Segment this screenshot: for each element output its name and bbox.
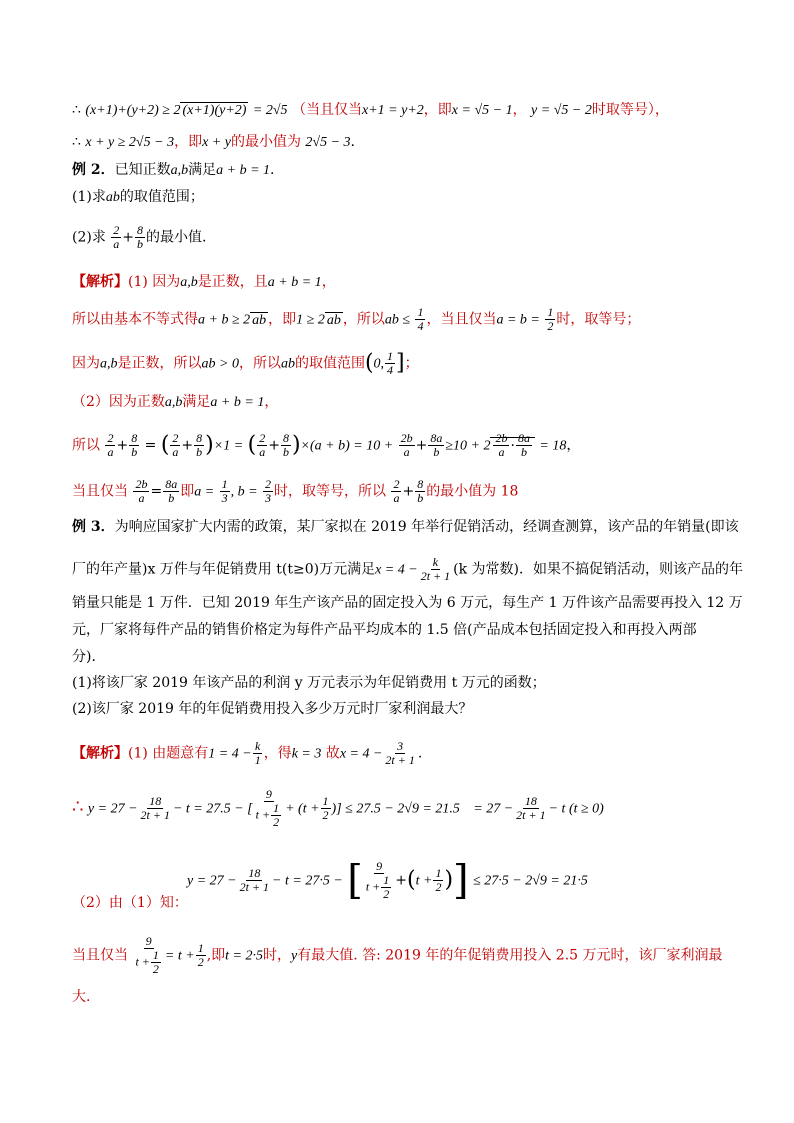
right-paren: ) [444,867,454,893]
left-paren: ( [407,867,416,893]
text: . [270,162,275,178]
fraction [129,432,139,459]
denominator: 3 [265,491,271,505]
numerator: k [432,555,439,569]
denominator: 2 [435,880,442,894]
text: (1) 因为 [128,274,181,290]
math-expression: ≤ 27·5 − 2√9 = 21·5 [473,873,588,889]
math-expression: ab ≤ [384,312,411,328]
math-expression: a = b = [496,312,540,328]
condition-text: 时取等号）， [591,102,669,118]
numerator: 1 [152,948,159,962]
text: ，所以 [238,355,281,372]
math-expression: x = √5 − 1 [451,103,513,118]
denominator: b [417,491,424,505]
therefore-symbol: ∴ [72,134,81,150]
math-expression: ×(a + b) = 10 + [300,438,394,454]
fraction [428,432,444,459]
math-expression: y = 27 − [187,873,237,889]
fraction [419,556,452,583]
left-bracket: [ [347,857,363,904]
fraction [514,795,547,822]
text: (1) 由题意有 [128,745,209,762]
text: ，所以 [342,311,385,328]
numerator: 9 [376,859,383,873]
operator: + [116,437,129,454]
math-expression: x + y [202,135,231,150]
numerator: k [255,739,261,753]
denominator [133,949,163,976]
denominator: 2t + 1 [239,880,270,894]
therefore-symbol: ∴ [72,796,84,818]
fraction [163,478,179,505]
text: ，得 [263,745,292,762]
fraction [415,478,425,505]
fraction [105,432,115,459]
math-expression: 0, [373,356,385,372]
text: 所以 [72,437,100,454]
solution-line-1 [72,272,734,293]
math-expression: = 18 [539,438,567,454]
denominator: 4 [387,363,394,377]
text: 分)． [72,649,106,665]
derivation-line-1 [72,100,734,121]
fraction [263,478,273,505]
right-bracket: ] [453,857,469,904]
numerator: 3 [397,739,404,753]
numerator: 9 [265,787,272,801]
numerator: 1 [221,477,228,491]
text: 厂的年产量)x 万件与年促销费用 t(t≥0)万元满足 [72,561,376,578]
text: . [350,134,355,150]
denominator: 1 [254,753,261,767]
sqrt-expression [490,431,534,459]
operator: · [510,437,515,454]
example-label: 例 2． [72,162,115,178]
denominator: 4 [417,319,424,333]
text: 是正数，且 [197,274,268,290]
text: 是正数，所以 [117,355,202,372]
sqrt-expression: ab [252,312,267,328]
denominator: 2 [383,887,390,901]
sqrt-expression: (x+1)(y+2) [182,103,247,118]
numerator: 2 [172,431,179,445]
fraction [516,432,532,459]
operator: + [181,437,194,454]
left-paren: ( [160,432,170,458]
condition-text: ，即 [423,102,452,118]
math-expression: a + b = 1 [216,163,271,178]
numerator: 2 [259,431,266,445]
solution-3-line-5 [72,935,734,976]
fraction [170,432,180,459]
denominator: a [259,445,266,459]
example-3-line-2 [72,555,743,583]
text: 的最小值为 18 [426,483,519,500]
math-expression: ab > 0 [201,356,239,372]
numerator: 9 [145,934,152,948]
derivation-line-2 [72,132,734,153]
operator: + [122,229,135,246]
text: 故 [325,745,340,762]
text: 有最大值. 答: 2019 年的年促销费用投入 2.5 万元时，该厂家利润最 [297,947,723,964]
denominator: a [498,445,505,459]
text: 的取值范围 [294,355,365,372]
math-expression: k = 3 [291,746,322,762]
denominator: 2t + 1 [420,569,451,583]
therefore-symbol: ∴ [72,102,81,118]
numerator: 1 [197,941,204,955]
example-3-line-4 [72,620,734,640]
fraction [254,788,284,829]
fraction [220,478,230,505]
numerator: 1 [383,873,390,887]
condition-text: ， [512,102,527,118]
text: 的最小值为 [230,134,301,150]
denominator: a [113,237,120,251]
math-expression: a = [194,484,215,500]
math-expression: + (t + [285,801,320,817]
fraction [493,432,509,459]
text: (2)求 [72,229,106,246]
math-expression: a,b [180,275,198,290]
example-3-line-1 [72,517,739,537]
math-expression: , b = [230,484,258,500]
numerator: 18 [149,794,162,808]
fraction [385,350,395,377]
fraction [135,224,145,251]
numerator: 1 [387,349,394,363]
solution-line-2 [72,306,734,333]
numerator: 8 [417,477,424,491]
numerator: 2 [107,431,114,445]
operator: = [144,437,157,454]
fraction [545,306,555,333]
math-expression: a,b [164,395,183,410]
denominator: 2 [273,815,280,829]
right-bracket: ] [396,350,405,376]
text: ； [404,355,419,372]
fraction [133,478,149,505]
fraction [151,949,161,976]
solution-3-line-2 [72,788,734,829]
left-bracket: ( [364,350,374,376]
text: 满足 [182,394,211,410]
example-3-line-5 [72,647,734,667]
operator: + [395,872,408,889]
solution-line-6 [72,478,734,505]
text: (2)该厂家 2019 年的年促销费用投入多少万元时厂家利润最大？ [72,701,473,717]
math-expression: ab [105,190,120,205]
term: t + [365,879,381,894]
fraction [196,942,206,969]
denominator: b [520,445,527,459]
text: 销量只能是 1 万件．已知 2019 年生产该产品的固定投入为 6 万元，每生产 1 万件该产品需要再投入 12 万 [72,595,743,611]
solution-tag: 【解析】 [72,274,128,290]
math-expression: t + [415,873,433,889]
solution-3-line-6 [72,987,734,1007]
denominator: b [168,491,175,505]
example-3-question-1 [72,673,734,693]
numerator: 2 [113,223,120,237]
fraction [111,224,121,251]
denominator: b [196,445,203,459]
fraction [271,802,281,829]
fraction [139,795,172,822]
denominator [254,802,284,829]
denominator: a [107,445,114,459]
math-expression: x + y ≥ 2√5 − 3 [85,135,175,150]
math-expression: t = 2·5 [225,948,263,964]
solution-line-3 [72,350,734,377]
denominator: b [433,445,440,459]
denominator: b [137,237,144,251]
math-expression: a + b = 1 [267,275,322,290]
denominator: a [403,445,410,459]
numerator: 8a [165,477,178,491]
math-expression: 2√5 − 3 [305,135,351,150]
term: t + [135,954,150,969]
math-expression: 1 ≥ 2 [296,312,325,328]
math-expression: = t + [164,948,195,964]
math-expression: 1 = 4 − [208,746,252,762]
math-expression: x = 4 − [339,746,383,762]
text: 已知正数 [114,162,171,178]
numerator: 1 [322,794,329,808]
math-expression: ×1 = [213,438,244,454]
solution-line-4 [72,392,734,413]
text: 的取值范围； [119,189,204,205]
text: 元，厂家将每件产品的销售价格定为每件产品平均成本的 1.5 倍(产品成本包括固定投入和再投入两部 [72,622,697,638]
math-expression: x = 4 − [375,562,418,578]
numerator: 8a [517,431,530,445]
math-expression: )] ≤ 27.5 − 2√9 = 21.5 [331,801,460,817]
numerator: 8 [196,431,203,445]
denominator: 2 [322,808,329,822]
right-paren: ) [205,432,214,458]
text: 因为 [72,355,100,372]
math-expression: a,b [100,356,118,372]
operator: = [150,483,163,500]
math-expression: x+1 = y+2 [362,103,424,118]
denominator: 3 [221,491,228,505]
solution-tag: 【解析】 [72,745,128,762]
operator: + [402,483,415,500]
numerator: 2 [265,477,271,491]
example-2-question-2 [72,224,734,251]
math-expression: = 27 − [473,801,514,817]
denominator: a [172,445,179,459]
denominator: a [393,491,400,505]
fraction [399,432,415,459]
text: （2）由（1）知： [72,895,188,911]
numerator: 1 [273,801,280,815]
fraction [383,740,416,767]
denominator: 2 [152,962,159,976]
fraction [433,867,443,894]
fraction [238,867,271,894]
denominator: 2 [547,319,554,333]
example-label: 例 3． [72,519,115,535]
math-expression: − t = 27·5 − [272,873,343,889]
operator: + [268,437,280,454]
math-expression: a + b = 1 [210,395,265,410]
text: ,即 [206,947,226,964]
numerator: 2 [393,477,400,491]
fraction [391,478,401,505]
math-expression: y = 27 − [87,801,138,817]
operator: + [415,437,428,454]
numerator: 2b [495,431,508,445]
fraction [253,740,263,767]
text: 当且仅当 [72,483,128,500]
text: (1)将该厂家 2019 年该产品的利润 y 万元表示为年促销费用 t 万元的函数； [72,675,546,691]
text: 当且仅当 [72,947,128,964]
math-expression: ab [280,356,295,372]
sqrt-expression: ab [326,312,341,328]
text: . [417,745,423,762]
text: ， [264,394,279,410]
condition-text: （当且仅当 [292,102,363,118]
denominator: 2t + 1 [516,808,546,822]
numerator: 8 [137,223,144,237]
fraction [194,432,204,459]
denominator: b [282,445,289,459]
numerator: 1 [435,866,442,880]
math-expression: − t (t ≥ 0) [548,801,604,817]
text: 的最小值. [146,229,207,246]
denominator: 2t + 1 [385,753,415,767]
text: 所以由基本不等式得 [72,311,198,328]
fraction [415,306,425,333]
right-paren: ) [291,432,301,458]
numerator: 8a [430,431,443,445]
text: ，即 [268,311,297,328]
example-3-line-3 [72,593,743,613]
denominator: 2t + 1 [140,808,170,822]
text: 时，取等号； [556,311,641,328]
example-3-question-2 [72,699,734,719]
math-expression: a,b [170,163,189,178]
math-expression: (x+1)+(y+2) ≥ 2 [85,103,181,118]
text: 大. [72,989,91,1005]
math-expression: y [290,948,298,964]
text: (1)求 [72,189,106,205]
fraction [133,935,163,976]
solution-3-line-1 [72,740,734,767]
fraction [281,432,291,459]
math-expression: = 2√5 [252,103,288,118]
math-expression: ≥10 + 2 [445,438,491,454]
text: ，即 [174,134,203,150]
numerator: 1 [547,305,554,319]
numerator: 18 [524,794,537,808]
text: 满足 [188,162,217,178]
numerator: 18 [248,866,261,880]
math-expression: y = √5 − 2 [531,103,592,118]
term: t + [255,807,271,822]
left-paren: ( [247,432,257,458]
numerator: 8 [131,431,138,445]
solution-3-line-4 [72,893,734,913]
fraction [257,432,267,459]
example-2-question-1 [72,187,734,208]
text: (k 为常数)．如果不搞促销活动，则该产品的年 [453,561,743,578]
text: ，当且仅当 [426,311,497,328]
text: 时， [262,947,291,964]
example-2-heading [72,160,734,181]
text: （2）因为正数 [72,394,165,410]
text: 即 [180,483,195,500]
numerator: 8 [282,431,289,445]
denominator: a [138,491,145,505]
text: ， [321,274,336,290]
numerator: 2b [400,431,413,445]
denominator: b [131,445,138,459]
numerator: 2b [135,477,148,491]
solution-line-5 [72,432,734,459]
text: ， [566,437,581,454]
text: 时，取等号，所以 [274,483,386,500]
text: 为响应国家扩大内需的政策，某厂家拟在 2019 年举行促销活动，经调查测算，该产品的年销量(即该 [114,519,739,535]
math-expression: − t = 27.5 − [ [172,801,253,817]
numerator: 1 [417,305,424,319]
denominator: 2 [197,955,204,969]
fraction [321,795,331,822]
math-expression: a + b ≥ 2 [198,312,251,328]
